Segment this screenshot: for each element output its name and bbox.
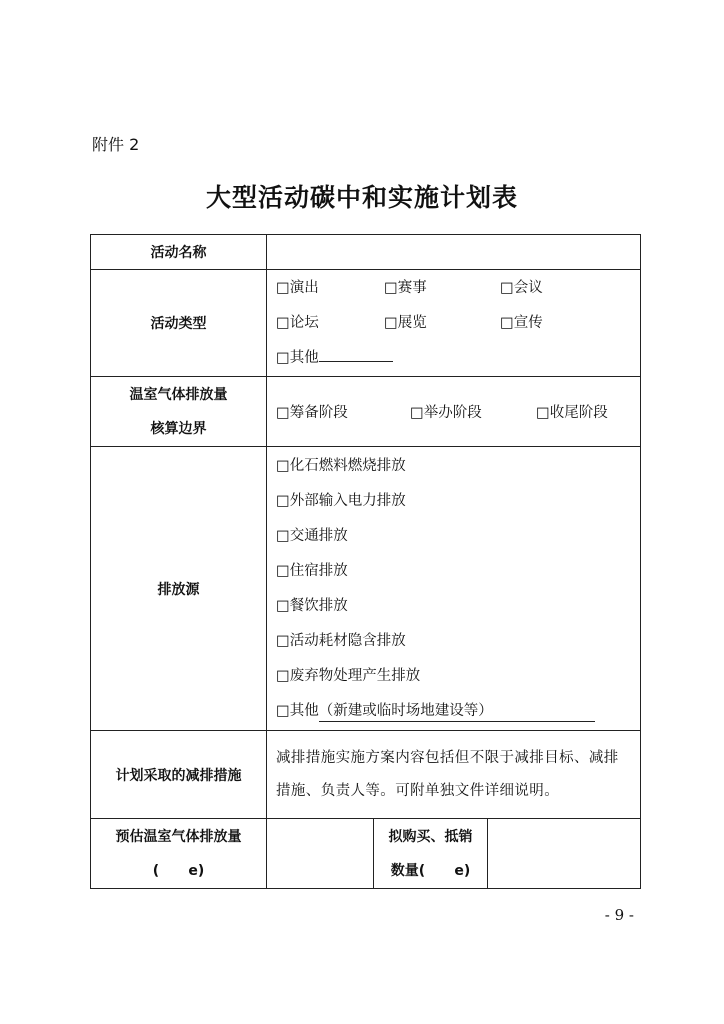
- source-waste[interactable]: □废弃物处理产生排放: [276, 667, 421, 684]
- purchase-label: [374, 819, 488, 889]
- row-activity-name: [91, 235, 641, 270]
- source-consumables[interactable]: □活动耗材隐含排放: [276, 632, 406, 649]
- type-option-competition[interactable]: □赛事: [384, 279, 427, 296]
- row-estimate: [91, 819, 641, 889]
- source-external-power[interactable]: □外部输入电力排放: [276, 492, 406, 509]
- row-boundary: [91, 377, 641, 447]
- measures-label: 计划采取的减排措施: [91, 731, 267, 819]
- plan-table: [90, 234, 641, 889]
- source-other-blank[interactable]: [319, 701, 595, 722]
- estimate-value-field[interactable]: [267, 819, 374, 889]
- activity-name-field[interactable]: [267, 235, 641, 270]
- sources-label: 排放源: [91, 447, 267, 731]
- type-option-forum[interactable]: □论坛: [276, 314, 319, 331]
- activity-type-label: 活动类型: [91, 270, 267, 377]
- source-other-hint: （新建或临时场地建设等）: [318, 702, 493, 719]
- sources-options: [267, 447, 641, 731]
- boundary-label-line2: 核算边界: [150, 420, 207, 437]
- type-option-publicity[interactable]: □宣传: [500, 314, 543, 331]
- type-other-blank[interactable]: [319, 361, 393, 362]
- estimate-label-line1: 预估温室气体排放量: [115, 828, 242, 845]
- boundary-label: [91, 377, 267, 447]
- source-fossil-fuel[interactable]: □化石燃料燃烧排放: [276, 457, 406, 474]
- boundary-option-closing[interactable]: □收尾阶段: [536, 405, 608, 421]
- estimate-label-line2: ( e): [152, 862, 205, 879]
- source-transport[interactable]: □交通排放: [276, 527, 348, 544]
- purchase-label-line1: 拟购买、抵销: [388, 828, 473, 845]
- row-activity-type: [91, 270, 641, 377]
- purchase-label-line2: 数量( e): [390, 862, 471, 879]
- boundary-label-line1: 温室气体排放量: [129, 386, 228, 403]
- measures-description: 减排措施实施方案内容包括但不限于减排目标、减排措施、负责人等。可附单独文件详细说明。: [267, 731, 641, 819]
- activity-name-label: 活动名称: [91, 235, 267, 270]
- activity-type-options: [267, 270, 641, 377]
- boundary-option-holding[interactable]: □举办阶段: [410, 405, 482, 421]
- type-option-exhibition[interactable]: □展览: [384, 314, 427, 331]
- source-accommodation[interactable]: □住宿排放: [276, 562, 348, 579]
- purchase-value-field[interactable]: [488, 819, 641, 889]
- row-measures: [91, 731, 641, 819]
- boundary-option-preparation[interactable]: □筹备阶段: [276, 405, 348, 421]
- type-option-conference[interactable]: □会议: [500, 279, 543, 296]
- estimate-label: [91, 819, 267, 889]
- attachment-label: 附件 2: [92, 135, 140, 154]
- page-number: - 9 -: [604, 906, 634, 924]
- page-title: 大型活动碳中和实施计划表: [205, 183, 518, 212]
- type-option-performance[interactable]: □演出: [276, 279, 319, 296]
- type-option-other[interactable]: □其他: [276, 349, 319, 366]
- source-other[interactable]: □其他: [276, 702, 319, 719]
- boundary-options: [267, 377, 641, 447]
- row-sources: [91, 447, 641, 731]
- source-catering[interactable]: □餐饮排放: [276, 597, 348, 614]
